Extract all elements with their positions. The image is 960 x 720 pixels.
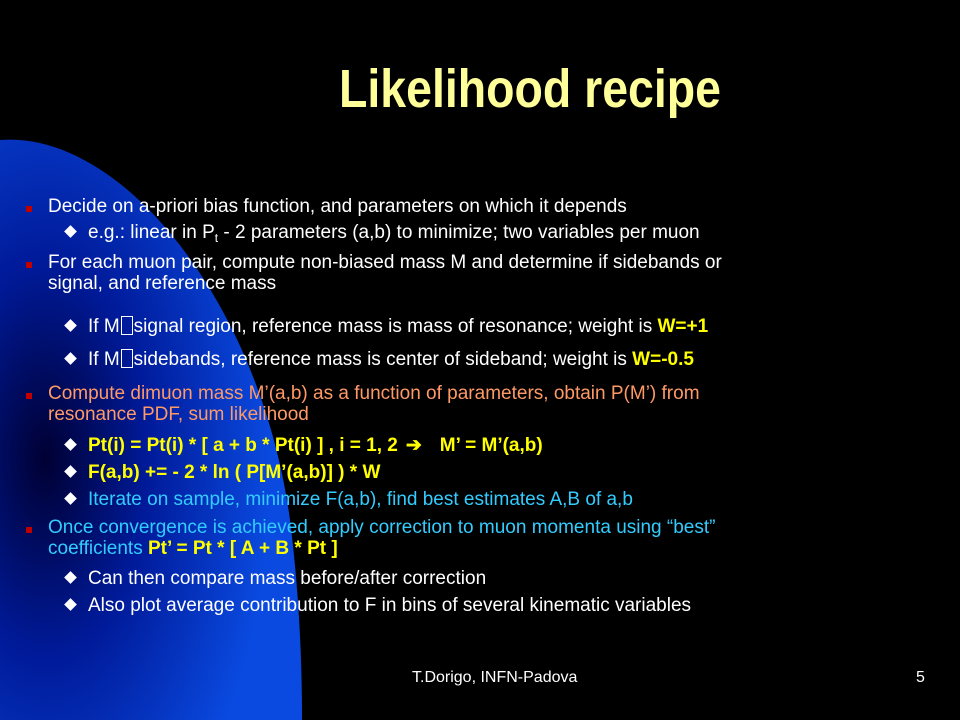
bullet-3-line-1: Compute dimuon mass M’(a,b) as a function of parameters, obtain P(M’) from xyxy=(48,383,700,404)
bullet-4-sub-2: Also plot average contribution to F in bins of several kinematic variables xyxy=(88,595,692,616)
bullet-2-line-2: signal, and reference mass xyxy=(48,273,277,294)
bullet-3-sub-3: Iterate on sample, minimize F(a,b), find best estimates A,B of a,b xyxy=(88,489,633,510)
right-arrow-icon: ➔ xyxy=(405,435,422,456)
bullet-2-sub-1: If M signal region, reference mass is mass of resonance; weight is W=+1 xyxy=(88,316,709,337)
bullet-2-sub-2: If M sidebands, reference mass is center of sideband; weight is W=-0.5 xyxy=(88,349,694,370)
footer-author: T.Dorigo, INFN-Padova xyxy=(412,669,578,686)
bullet-1-sub-text: e.g.: linear in $P_t - 2$ parameters (a,b) to minimize; two variables per muon xyxy=(88,222,700,245)
missing-glyph-icon xyxy=(121,349,133,368)
bullet-square-icon xyxy=(26,527,32,533)
bullet-2-line-1: For each muon pair, compute non-biased mass M and determine if sidebands or xyxy=(48,252,722,273)
bullet-3-sub-2: F(a,b) += - 2 * ln ( P[M’(a,b)] ) * W xyxy=(88,462,381,483)
bullet-square-icon xyxy=(26,393,32,399)
bullet-3-line-2: resonance PDF, sum likelihood xyxy=(48,404,309,425)
slide-title: Likelihood recipe xyxy=(339,59,721,119)
bullet-4-line-1: Once convergence is achieved, apply correction to muon momenta using “best” xyxy=(48,517,716,538)
page-number: 5 xyxy=(916,669,925,686)
bullet-square-icon xyxy=(26,206,32,212)
bullet-4-sub-1: Can then compare mass before/after correction xyxy=(88,568,487,589)
bullet-1-text: Decide on a-priori bias function, and parameters on which it depends xyxy=(48,196,627,217)
bullet-4-line-2: coefficients Pt’ = Pt * [ A + B * Pt ] xyxy=(48,538,338,559)
missing-glyph-icon xyxy=(121,316,133,335)
bullet-square-icon xyxy=(26,262,32,268)
bullet-3-sub-1: Pt(i) = Pt(i) * [ a + b * Pt(i) ] , i = 1, 2 ➔ M’ = M’(a,b) xyxy=(88,435,543,456)
